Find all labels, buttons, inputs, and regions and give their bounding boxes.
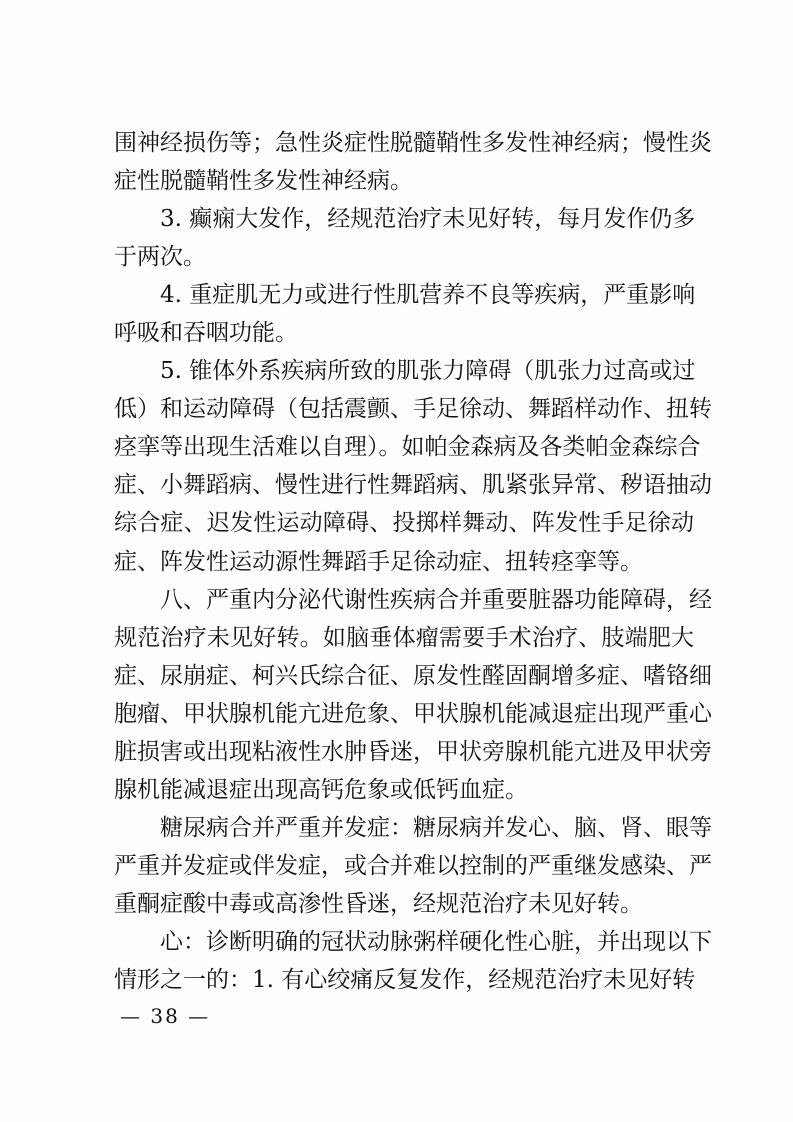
- text-line: 严重并发症或伴发症，或合并难以控制的严重继发感染、严: [114, 853, 712, 879]
- text-line: 于两次。: [114, 244, 206, 270]
- text-line: 5. 锥体外系疾病所致的肌张力障碍（肌张力过高或过: [160, 358, 696, 384]
- text-line: 糖尿病合并严重并发症：糖尿病并发心、脑、肾、眼等: [160, 815, 712, 841]
- text-line: 4. 重症肌无力或进行性肌营养不良等疾病，严重影响: [160, 282, 696, 308]
- text-line: 腺机能减退症出现高钙危象或低钙血症。: [114, 777, 528, 803]
- text-line: 脏损害或出现粘液性水肿昏迷，甲状旁腺机能亢进及甲状旁: [114, 739, 712, 765]
- text-line: 症、小舞蹈病、慢性进行性舞蹈病、肌紧张异常、秽语抽动: [114, 472, 712, 498]
- text-line: 综合症、迟发性运动障碍、投掷样舞动、阵发性手足徐动: [114, 510, 694, 536]
- text-line: 情形之一的：1. 有心绞痛反复发作，经规范治疗未见好转: [114, 967, 696, 993]
- text-line: 胞瘤、甲状腺机能亢进危象、甲状腺机能减退症出现严重心: [114, 701, 712, 727]
- text-line: 低）和运动障碍（包括震颤、手足徐动、舞蹈样动作、扭转: [114, 396, 712, 422]
- text-line: 痉挛等出现生活难以自理）。如帕金森病及各类帕金森综合: [114, 434, 701, 460]
- text-line: 规范治疗未见好转。如脑垂体瘤需要手术治疗、肢端肥大: [114, 625, 694, 651]
- text-line: 心：诊断明确的冠状动脉粥样硬化性心脏，并出现以下: [160, 929, 712, 955]
- page-number: — 38 —: [120, 1004, 211, 1028]
- text-line: 呼吸和吞咽功能。: [114, 320, 298, 346]
- text-line: 3. 癫痫大发作，经规范治疗未见好转，每月发作仍多: [160, 206, 696, 232]
- text-line: 围神经损伤等；急性炎症性脱髓鞘性多发性神经病；慢性炎: [114, 130, 712, 156]
- text-line: 重酮症酸中毒或高渗性昏迷，经规范治疗未见好转。: [114, 891, 643, 917]
- text-line: 症性脱髓鞘性多发性神经病。: [114, 168, 413, 194]
- text-line: 八、严重内分泌代谢性疾病合并重要脏器功能障碍，经: [160, 587, 712, 613]
- text-line: 症、阵发性运动源性舞蹈手足徐动症、扭转痉挛等。: [114, 549, 643, 575]
- text-line: 症、尿崩症、柯兴氏综合征、原发性醛固酮增多症、嗜铬细: [114, 663, 712, 689]
